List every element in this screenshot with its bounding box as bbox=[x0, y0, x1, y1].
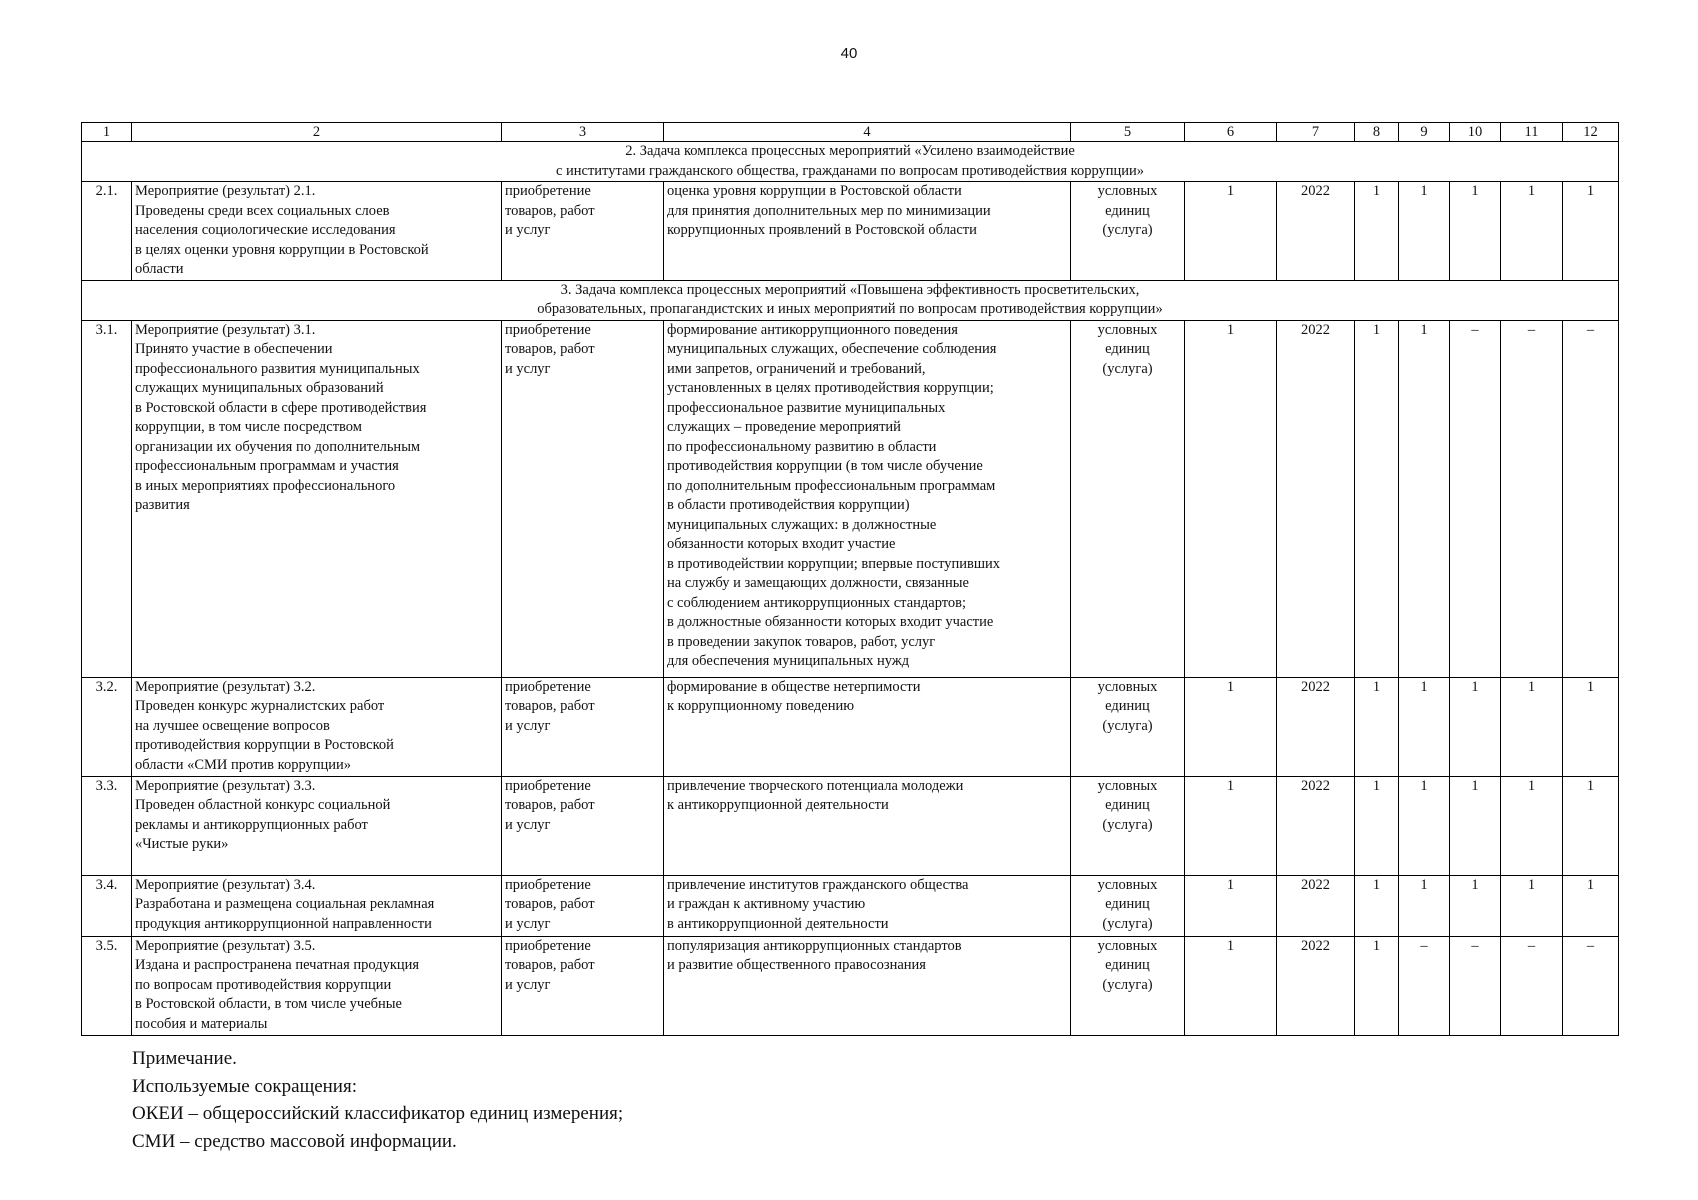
measure-name: Мероприятие (результат) 3.3. Проведен областной конкурс социальной рекламы и антикоррупционных работ «Чистые руки» bbox=[132, 776, 502, 875]
note-line-smi: СМИ – средство массовой информации. bbox=[132, 1130, 457, 1152]
unit-of-measure: условных единиц (услуга) bbox=[1071, 677, 1185, 776]
table-row bbox=[82, 776, 1619, 875]
measure-name: Мероприятие (результат) 3.5. Издана и распространена печатная продукция по вопросам противодействия коррупции в Ростовской области, в том числе учебные пособия и материалы bbox=[132, 936, 502, 1035]
footnote bbox=[132, 1045, 623, 1155]
row-number: 3.1. bbox=[82, 320, 132, 677]
measure-type: приобретение товаров, работ и услуг bbox=[502, 776, 664, 875]
note-abbr-title: Используемые сокращения: bbox=[132, 1075, 357, 1097]
col-10-value: 1 bbox=[1450, 776, 1501, 875]
measure-description: формирование в обществе нетерпимости к коррупционному поведению bbox=[664, 677, 1071, 776]
col-6-value: 1 bbox=[1185, 776, 1277, 875]
measure-type: приобретение товаров, работ и услуг bbox=[502, 182, 664, 281]
row-number: 3.3. bbox=[82, 776, 132, 875]
table-row bbox=[82, 936, 1619, 1035]
col-9-value: – bbox=[1399, 936, 1450, 1035]
unit-of-measure: условных единиц (услуга) bbox=[1071, 776, 1185, 875]
table-row bbox=[82, 320, 1619, 677]
table-row bbox=[82, 677, 1619, 776]
unit-of-measure: условных единиц (услуга) bbox=[1071, 320, 1185, 677]
measure-name: Мероприятие (результат) 3.4. Разработана и размещена социальная рекламная продукция антикоррупционной направленности bbox=[132, 875, 502, 936]
row-number: 2.1. bbox=[82, 182, 132, 281]
col-7-value: 2022 bbox=[1277, 182, 1355, 281]
section3-line-2: образовательных, пропагандистских и иных мероприятий по вопросам противодействия коррупции» bbox=[537, 301, 1163, 317]
col-8-value: 1 bbox=[1355, 320, 1399, 677]
measure-description: привлечение творческого потенциала молодежи к антикоррупционной деятельности bbox=[664, 776, 1071, 875]
unit-of-measure: условных единиц (услуга) bbox=[1071, 182, 1185, 281]
col-7-value: 2022 bbox=[1277, 320, 1355, 677]
header-cell: 1 bbox=[82, 123, 132, 142]
col-9-value: 1 bbox=[1399, 776, 1450, 875]
col-7-value: 2022 bbox=[1277, 875, 1355, 936]
measure-description: формирование антикоррупционного поведения муниципальных служащих, обеспечение соблюдения ими запретов, ограничений и требований, установленных в целях противодействия коррупции; профессиональное развитие муниципальных служащих – проведение мероприятий по профессиональному развитию в области противодействия коррупции (в том числе обучение по дополнительным профессиональным программам в области противодействия коррупции) муниципальных служащих: в должностные обязанности которых входит участие в противодействии коррупции; впервые поступивших на службу и замещающих должности, связанные с соблюдением антикоррупционных стандартов; в должностные обязанности которых входит участие в проведении закупок товаров, работ, услуг для обеспечения муниципальных нужд bbox=[664, 320, 1071, 677]
header-row bbox=[82, 123, 1619, 142]
col-8-value: 1 bbox=[1355, 182, 1399, 281]
header-cell: 10 bbox=[1450, 123, 1501, 142]
col-10-value: 1 bbox=[1450, 677, 1501, 776]
row-number: 3.2. bbox=[82, 677, 132, 776]
col-8-value: 1 bbox=[1355, 875, 1399, 936]
section2-line-2: с институтами гражданского общества, гражданами по вопросам противодействия коррупции» bbox=[555, 162, 1145, 179]
col-9-value: 1 bbox=[1399, 320, 1450, 677]
col-10-value: 1 bbox=[1450, 182, 1501, 281]
header-cell: 12 bbox=[1563, 123, 1619, 142]
col-11-value: 1 bbox=[1501, 875, 1563, 936]
col-8-value: 1 bbox=[1355, 776, 1399, 875]
col-6-value: 1 bbox=[1185, 936, 1277, 1035]
header-cell: 8 bbox=[1355, 123, 1399, 142]
col-12-value: – bbox=[1563, 936, 1619, 1035]
measure-name: Мероприятие (результат) 3.2. Проведен конкурс журналистских работ на лучшее освещение вопросов противодействия коррупции в Ростовской области «СМИ против коррупции» bbox=[132, 677, 502, 776]
unit-of-measure: условных единиц (услуга) bbox=[1071, 936, 1185, 1035]
unit-of-measure: условных единиц (услуга) bbox=[1071, 875, 1185, 936]
header-cell: 5 bbox=[1071, 123, 1185, 142]
section3-row bbox=[82, 280, 1619, 320]
measure-name: Мероприятие (результат) 3.1. Принято участие в обеспечении профессионального развития муниципальных служащих муниципальных образований в Ростовской области в сфере противодействия коррупции, в том числе посредством организации их обучения по дополнительным профессиональным программам и участия в иных мероприятиях профессионального развития bbox=[132, 320, 502, 677]
col-12-value: 1 bbox=[1563, 182, 1619, 281]
measure-description: популяризация антикоррупционных стандартов и развитие общественного правосознания bbox=[664, 936, 1071, 1035]
col-8-value: 1 bbox=[1355, 936, 1399, 1035]
row-number: 3.5. bbox=[82, 936, 132, 1035]
col-7-value: 2022 bbox=[1277, 677, 1355, 776]
col-11-value: – bbox=[1501, 936, 1563, 1035]
header-cell: 2 bbox=[132, 123, 502, 142]
header-cell: 3 bbox=[502, 123, 664, 142]
section2-line-1: 2. Задача комплекса процессных мероприятий «Усилено взаимодействие bbox=[625, 143, 1075, 159]
col-9-value: 1 bbox=[1399, 182, 1450, 281]
col-10-value: – bbox=[1450, 320, 1501, 677]
col-11-value: 1 bbox=[1501, 677, 1563, 776]
col-12-value: 1 bbox=[1563, 875, 1619, 936]
col-12-value: 1 bbox=[1563, 776, 1619, 875]
note-line-okei: ОКЕИ – общероссийский классификатор единиц измерения; bbox=[132, 1103, 624, 1124]
col-7-value: 2022 bbox=[1277, 776, 1355, 875]
table-row bbox=[82, 182, 1619, 281]
col-10-value: – bbox=[1450, 936, 1501, 1035]
col-8-value: 1 bbox=[1355, 677, 1399, 776]
measure-name: Мероприятие (результат) 2.1. Проведены среди всех социальных слоев населения социологические исследования в целях оценки уровня коррупции в Ростовской области bbox=[132, 182, 502, 281]
section2-heading bbox=[82, 142, 1619, 182]
row-number: 3.4. bbox=[82, 875, 132, 936]
col-6-value: 1 bbox=[1185, 320, 1277, 677]
section3-heading bbox=[82, 280, 1619, 320]
measure-type: приобретение товаров, работ и услуг bbox=[502, 936, 664, 1035]
measure-type: приобретение товаров, работ и услуг bbox=[502, 320, 664, 677]
col-12-value: 1 bbox=[1563, 677, 1619, 776]
header-cell: 6 bbox=[1185, 123, 1277, 142]
col-11-value: – bbox=[1501, 320, 1563, 677]
measure-description: привлечение институтов гражданского общества и граждан к активному участию в антикоррупционной деятельности bbox=[664, 875, 1071, 936]
col-12-value: – bbox=[1563, 320, 1619, 677]
col-11-value: 1 bbox=[1501, 776, 1563, 875]
header-cell: 11 bbox=[1501, 123, 1563, 142]
activities-table bbox=[81, 122, 1619, 1036]
measure-type: приобретение товаров, работ и услуг bbox=[502, 875, 664, 936]
header-cell: 4 bbox=[664, 123, 1071, 142]
page-number: 40 bbox=[840, 45, 858, 62]
col-6-value: 1 bbox=[1185, 677, 1277, 776]
header-cell: 9 bbox=[1399, 123, 1450, 142]
measure-type: приобретение товаров, работ и услуг bbox=[502, 677, 664, 776]
measure-description: оценка уровня коррупции в Ростовской области для принятия дополнительных мер по минимизации коррупционных проявлений в Ростовской области bbox=[664, 182, 1071, 281]
col-6-value: 1 bbox=[1185, 875, 1277, 936]
header-cell: 7 bbox=[1277, 123, 1355, 142]
col-11-value: 1 bbox=[1501, 182, 1563, 281]
section2-row bbox=[82, 142, 1619, 182]
col-10-value: 1 bbox=[1450, 875, 1501, 936]
note-title: Примечание. bbox=[132, 1048, 237, 1069]
table-row bbox=[82, 875, 1619, 936]
col-6-value: 1 bbox=[1185, 182, 1277, 281]
col-9-value: 1 bbox=[1399, 875, 1450, 936]
section3-line-1: 3. Задача комплекса процессных мероприятий «Повышена эффективность просветительских, bbox=[560, 281, 1140, 298]
col-7-value: 2022 bbox=[1277, 936, 1355, 1035]
col-9-value: 1 bbox=[1399, 677, 1450, 776]
